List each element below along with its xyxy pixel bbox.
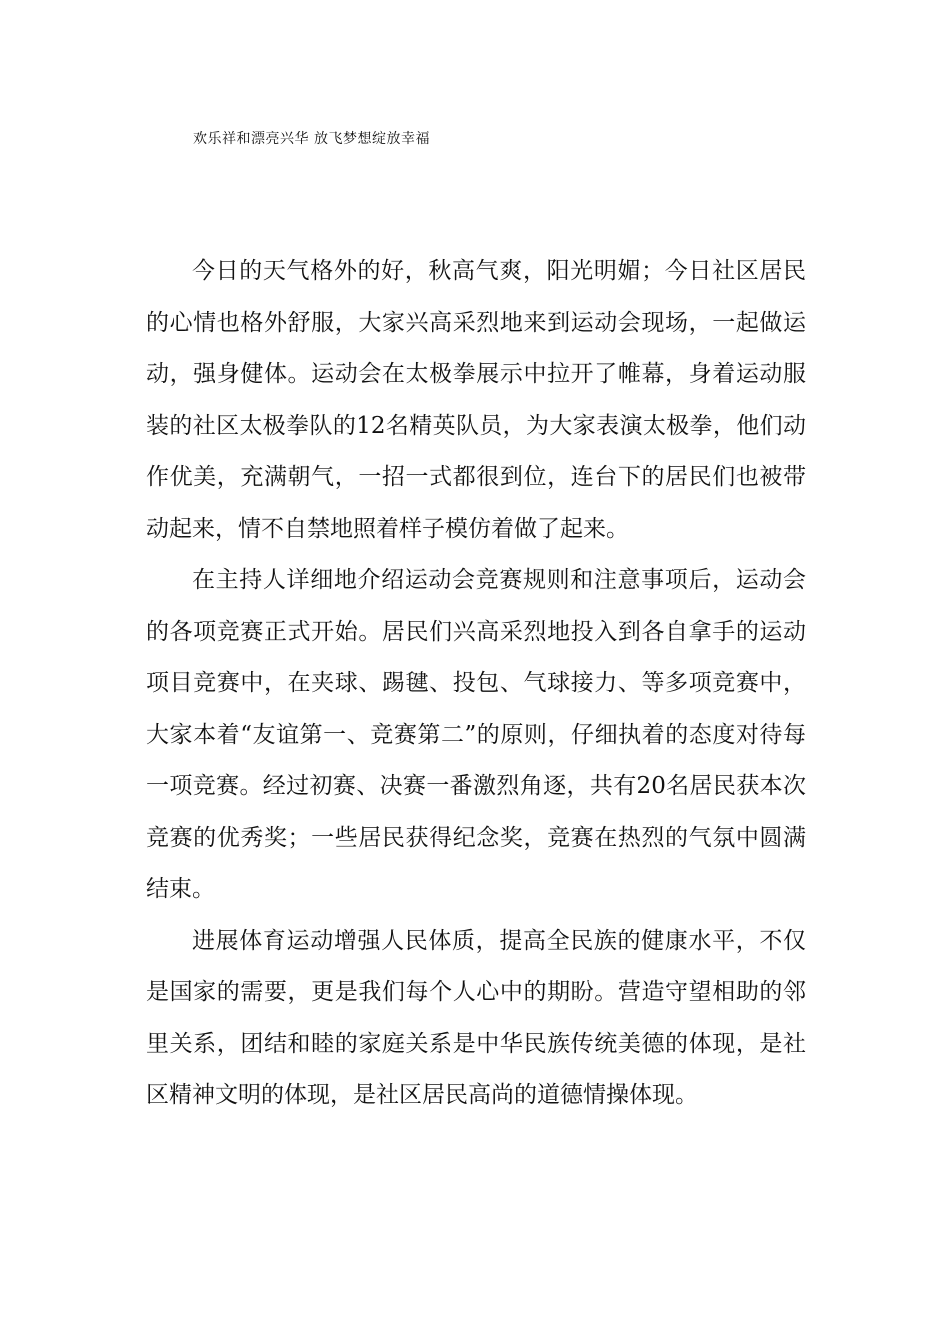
document-body xyxy=(146,246,806,1122)
page-header: 欢乐祥和漂亮兴华 放飞梦想绽放幸福 xyxy=(193,131,430,147)
paragraph-2: 在主持人详细地介绍运动会竞赛规则和注意事项后，运动会的各项竞赛正式开始。居民们兴高采烈地投入到各自拿手的运动项目竞赛中，在夹球、踢毽、投包、气球接力、等多项竞赛中，大家本着“友谊第一、竞赛第二”的原则，仔细执着的态度对待每一项竞赛。经过初赛、决赛一番激烈角逐，共有20名居民获本次竞赛的优秀奖；一些居民获得纪念奖，竞赛在热烈的气氛中圆满结束。 xyxy=(146,567,806,902)
paragraph-3: 进展体育运动增强人民体质，提高全民族的健康水平，不仅是国家的需要，更是我们每个人心中的期盼。营造守望相助的邻里关系，团结和睦的家庭关系是中华民族传统美德的体现，是社区精神文明的体现，是社区居民高尚的道德情操体现。 xyxy=(146,927,806,1108)
paragraph-1: 今日的天气格外的好，秋高气爽，阳光明媚；今日社区居民的心情也格外舒服，大家兴高采烈地来到运动会现场，一起做运动，强身健体。运动会在太极拳展示中拉开了帷幕，身着运动服装的社区太极拳队的12名精英队员，为大家表演太极拳，他们动作优美，充满朝气，一招一式都很到位，连台下的居民们也被带动起来，情不自禁地照着样子模仿着做了起来。 xyxy=(146,258,806,542)
